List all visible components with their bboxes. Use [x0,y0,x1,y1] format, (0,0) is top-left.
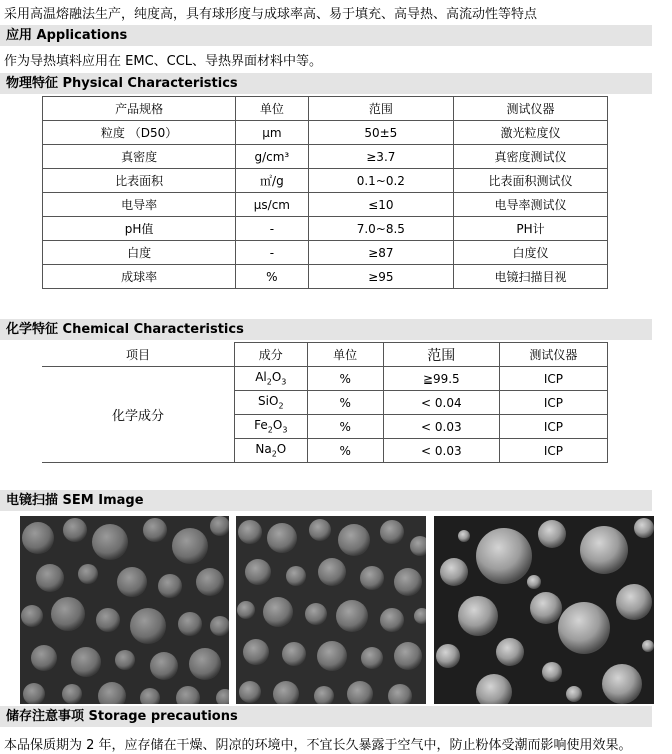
cell-instrument: PH计 [454,217,608,241]
cell-group-label: 化学成分 [42,367,235,463]
cell-unit: % [307,439,383,463]
cell-range: 50±5 [308,121,453,145]
cell-unit: - [236,241,308,265]
intro-text: 采用高温熔融法生产，纯度高，具有球形度与成球率高、易于填充、高导热、高流动性等特点 [4,7,538,22]
cell-range: ≥3.7 [308,145,453,169]
table-row [43,145,608,169]
table-row [42,367,608,391]
cell-instrument: 白度仪 [454,241,608,265]
cell-component: $Fe_2O_3$ [235,415,307,439]
table-row [43,169,608,193]
cell-item: 成球率 [43,265,236,289]
cell-instrument: ICP [499,439,607,463]
cell-range: < 0.03 [383,439,499,463]
col-instrument: 测试仪器 [499,343,607,367]
sem-image-2 [236,516,426,704]
cell-unit: % [307,415,383,439]
applications-text: 作为导热填料应用在 EMC、CCL、导热界面材料中等。 [4,54,323,69]
cell-instrument: 电导率测试仪 [454,193,608,217]
cell-component: $Na_2O$ [235,439,307,463]
cell-unit: μs/cm [236,193,308,217]
cell-item: pH值 [43,217,236,241]
cell-unit: - [236,217,308,241]
cell-unit: g/cm³ [236,145,308,169]
col-component: 成分 [235,343,307,367]
col-range: 范围 [308,97,453,121]
applications-heading: 应用 Applications [0,25,652,46]
storage-text: 本品保质期为 2 年，应存储在干燥、阴凉的环境中，不宜长久暴露于空气中，防止粉体受潮而影响使用效果。 [4,738,632,753]
cell-item: 比表面积 [43,169,236,193]
cell-item: 真密度 [43,145,236,169]
physical-heading: 物理特征 Physical Characteristics [0,73,652,94]
col-item: 项目 [42,343,235,367]
physical-table [42,96,608,289]
cell-instrument: ICP [499,415,607,439]
cell-instrument: ICP [499,391,607,415]
cell-instrument: ICP [499,367,607,391]
chemical-table [42,342,608,463]
cell-range: 0.1~0.2 [308,169,453,193]
cell-range: ≥95 [308,265,453,289]
cell-unit: ㎡/g [236,169,308,193]
col-unit: 单位 [307,343,383,367]
cell-instrument: 激光粒度仪 [454,121,608,145]
table-row [43,193,608,217]
sem-image-1 [20,516,229,704]
cell-instrument: 真密度测试仪 [454,145,608,169]
table-row [43,121,608,145]
sem-image-3 [434,516,654,704]
cell-unit: % [307,367,383,391]
col-instrument: 测试仪器 [454,97,608,121]
cell-instrument: 电镜扫描目视 [454,265,608,289]
col-unit: 单位 [236,97,308,121]
table-row [43,241,608,265]
cell-component: SiO$_2$ [235,391,307,415]
storage-heading: 储存注意事项 Storage precautions [0,706,652,727]
cell-item: 粒度 （D50） [43,121,236,145]
sem-heading: 电镜扫描 SEM Image [0,490,652,511]
table-row [43,217,608,241]
cell-item: 电导率 [43,193,236,217]
cell-range: ≥87 [308,241,453,265]
table-row [43,265,608,289]
cell-component: $Al_2O_3$ [235,367,307,391]
cell-item: 白度 [43,241,236,265]
cell-range: < 0.04 [383,391,499,415]
col-range: 范围 [383,343,499,367]
col-spec: 产品规格 [43,97,236,121]
cell-range: 7.0~8.5 [308,217,453,241]
cell-instrument: 比表面积测试仪 [454,169,608,193]
cell-range: ≤10 [308,193,453,217]
cell-unit: μm [236,121,308,145]
physical-header-row [43,97,608,121]
cell-range: ≧99.5 [383,367,499,391]
chemical-header-row [42,343,608,367]
chemical-heading: 化学特征 Chemical Characteristics [0,319,652,340]
cell-range: < 0.03 [383,415,499,439]
cell-unit: % [236,265,308,289]
cell-unit: % [307,391,383,415]
